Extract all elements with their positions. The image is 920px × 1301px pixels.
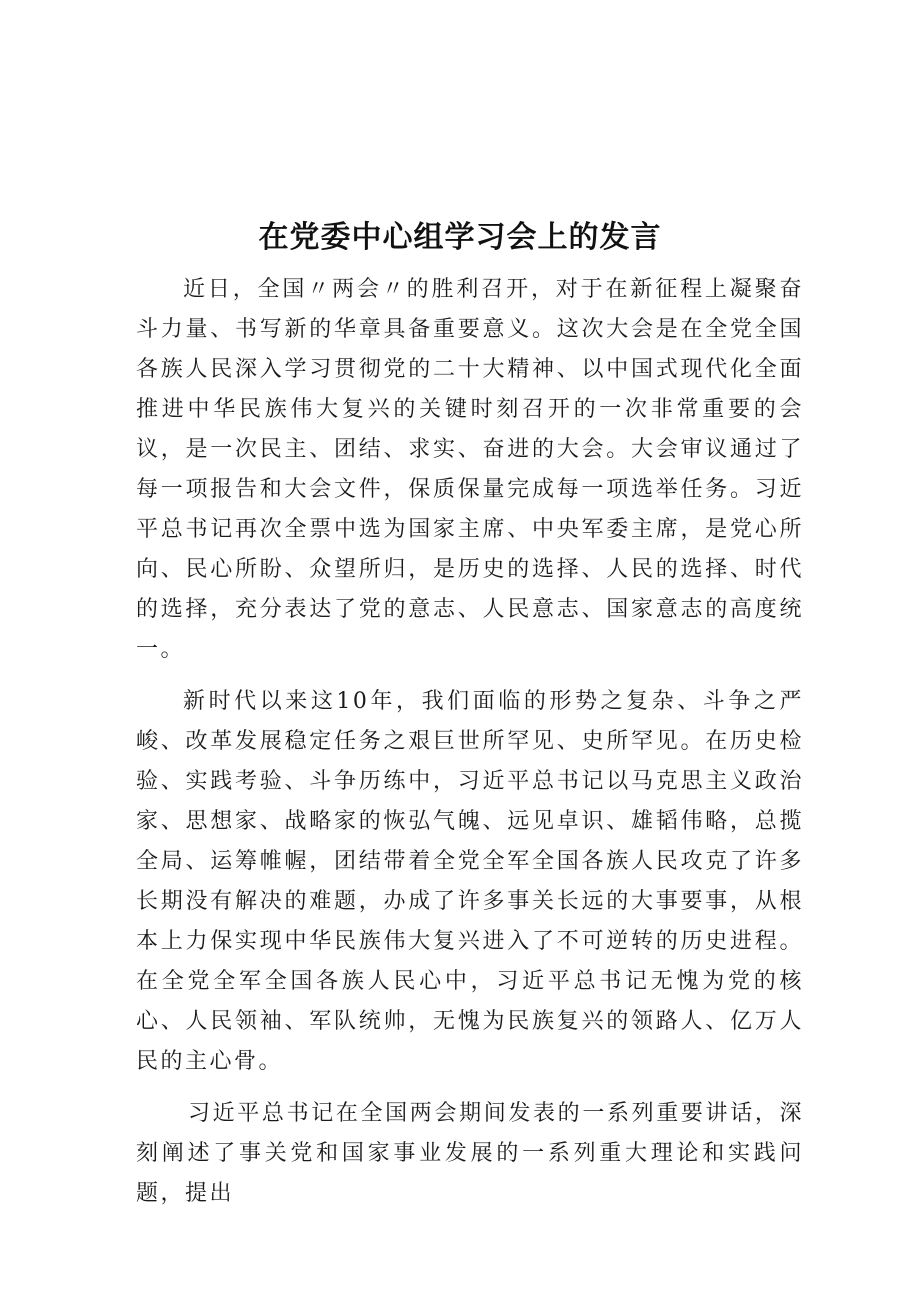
paragraph-2: 新时代以来这10年，我们面临的形势之复杂、斗争之严峻、改革发展稳定任务之艰巨世所罕见、史所罕见。在历史检验、实践考验、斗争历练中，习近平总书记以马克思主义政治家、思想家、战略家的恢弘气魄、远见卓识、雄韬伟略，总揽全局、运筹帷幄，团结带着全党全军全国各族人民攻克了许多长期没有解决的难题，办成了许多事关长远的大事要事，从根本上力保实现中华民族伟大复兴进入了不可逆转的历史进程。在全党全军全国各族人民心中，习近平总书记无愧为党的核心、人民领袖、军队统帅，无愧为民族复兴的领路人、亿万人民的主心骨。 bbox=[136, 689, 804, 1074]
document-body bbox=[136, 270, 804, 1226]
paragraph-3: 习近平总书记在全国两会期间发表的一系列重要讲话，深刻阐述了事关党和国家事业发展的一系列重大理论和实践问题，提出 bbox=[136, 1101, 804, 1206]
paragraph-1: 近日，全国〃两会〃的胜利召开，对于在新征程上凝聚奋斗力量、书写新的华章具备重要意义。这次大会是在全党全国各族人民深入学习贯彻党的二十大精神、以中国式现代化全面推进中华民族伟大复兴的关键时刻召开的一次非常重要的会议，是一次民主、团结、求实、奋进的大会。大会审议通过了每一项报告和大会文件，保质保量完成每一项选举任务。习近平总书记再次全票中选为国家主席、中央军委主席，是党心所向、民心所盼、众望所归，是历史的选择、人民的选择、时代的选择，充分表达了党的意志、人民意志、国家意志的高度统一。 bbox=[136, 277, 804, 662]
document-title: 在党委中心组学习会上的发言 bbox=[258, 220, 662, 255]
